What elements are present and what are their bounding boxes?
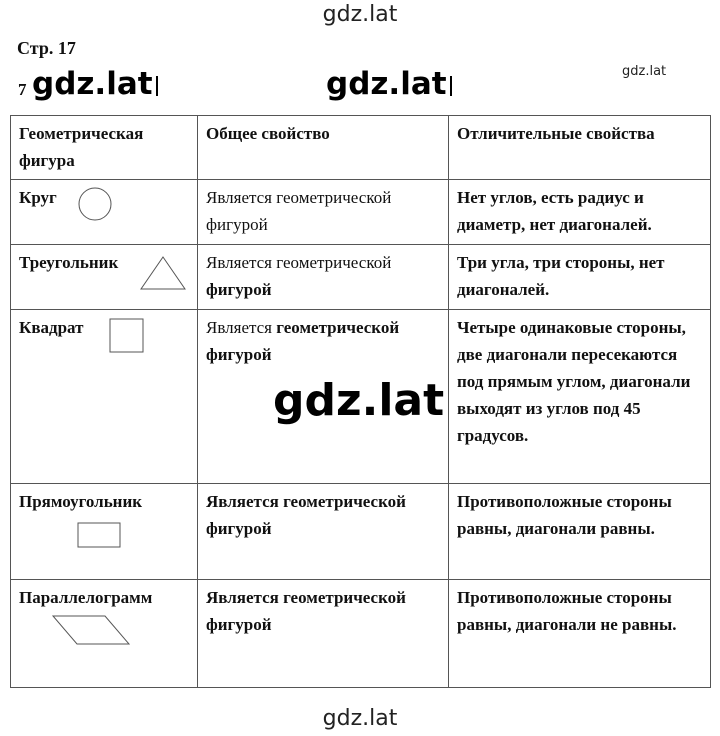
common-cell — [198, 180, 449, 245]
common-cell — [198, 245, 449, 310]
figure-name: Круг — [19, 188, 57, 207]
distinct-cell: Противоположные стороны равны, диагонали равны. — [449, 484, 711, 580]
common-text: Является геометрической — [206, 253, 392, 272]
common-cell — [198, 580, 449, 688]
parallelogram-icon — [51, 614, 131, 646]
figure-cell — [11, 310, 198, 484]
header-distinct: Отличительные свойства — [449, 116, 711, 180]
square-icon — [109, 318, 145, 354]
table-header-row — [11, 116, 711, 180]
watermark-small: gdz.lat — [622, 64, 667, 79]
triangle-icon — [139, 255, 187, 291]
watermark-middle: gdz.lat — [326, 66, 452, 102]
header-figure: Геометрическая фигура — [11, 116, 198, 180]
page-label: Стр. 17 — [17, 38, 76, 58]
circle-icon — [77, 186, 113, 222]
figure-name: Прямоугольник — [19, 492, 143, 511]
common-text: Является геометрической фигурой — [206, 492, 406, 538]
table-row — [11, 245, 711, 310]
common-text: Является геометрической фигурой — [206, 188, 392, 234]
figure-cell — [11, 180, 198, 245]
table-row — [11, 580, 711, 688]
common-text: Является — [206, 318, 277, 337]
rectangle-icon — [77, 522, 123, 550]
distinct-cell: Противоположные стороны равны, диагонали не равны. — [449, 580, 711, 688]
table-row — [11, 180, 711, 245]
distinct-cell: Три угла, три стороны, нет диагоналей. — [449, 245, 711, 310]
watermark-top: gdz.lat — [322, 2, 398, 27]
common-cell — [198, 484, 449, 580]
header-common: Общее свойство — [198, 116, 449, 180]
watermark-left: gdz.lat — [32, 66, 158, 102]
figure-cell — [11, 484, 198, 580]
common-text: геометрической фигурой — [206, 318, 400, 364]
common-text: фигурой — [206, 280, 272, 299]
figure-name: Квадрат — [19, 318, 84, 337]
figure-name: Треугольник — [19, 253, 119, 272]
task-number: 7 — [18, 80, 27, 99]
watermark-bottom: gdz.lat — [322, 706, 398, 731]
distinct-cell: Нет углов, есть радиус и диаметр, нет диагоналей. — [449, 180, 711, 245]
watermark-center: gdz.lat — [273, 375, 445, 426]
figure-cell — [11, 245, 198, 310]
figure-name: Параллелограмм — [19, 588, 153, 607]
distinct-cell: Четыре одинаковые стороны, две диагонали пересекаются под прямым углом, диагонали выходят из углов под 45 градусов. — [449, 310, 711, 484]
table-row — [11, 484, 711, 580]
common-text: Является геометрической фигурой — [206, 588, 406, 634]
figure-cell — [11, 580, 198, 688]
